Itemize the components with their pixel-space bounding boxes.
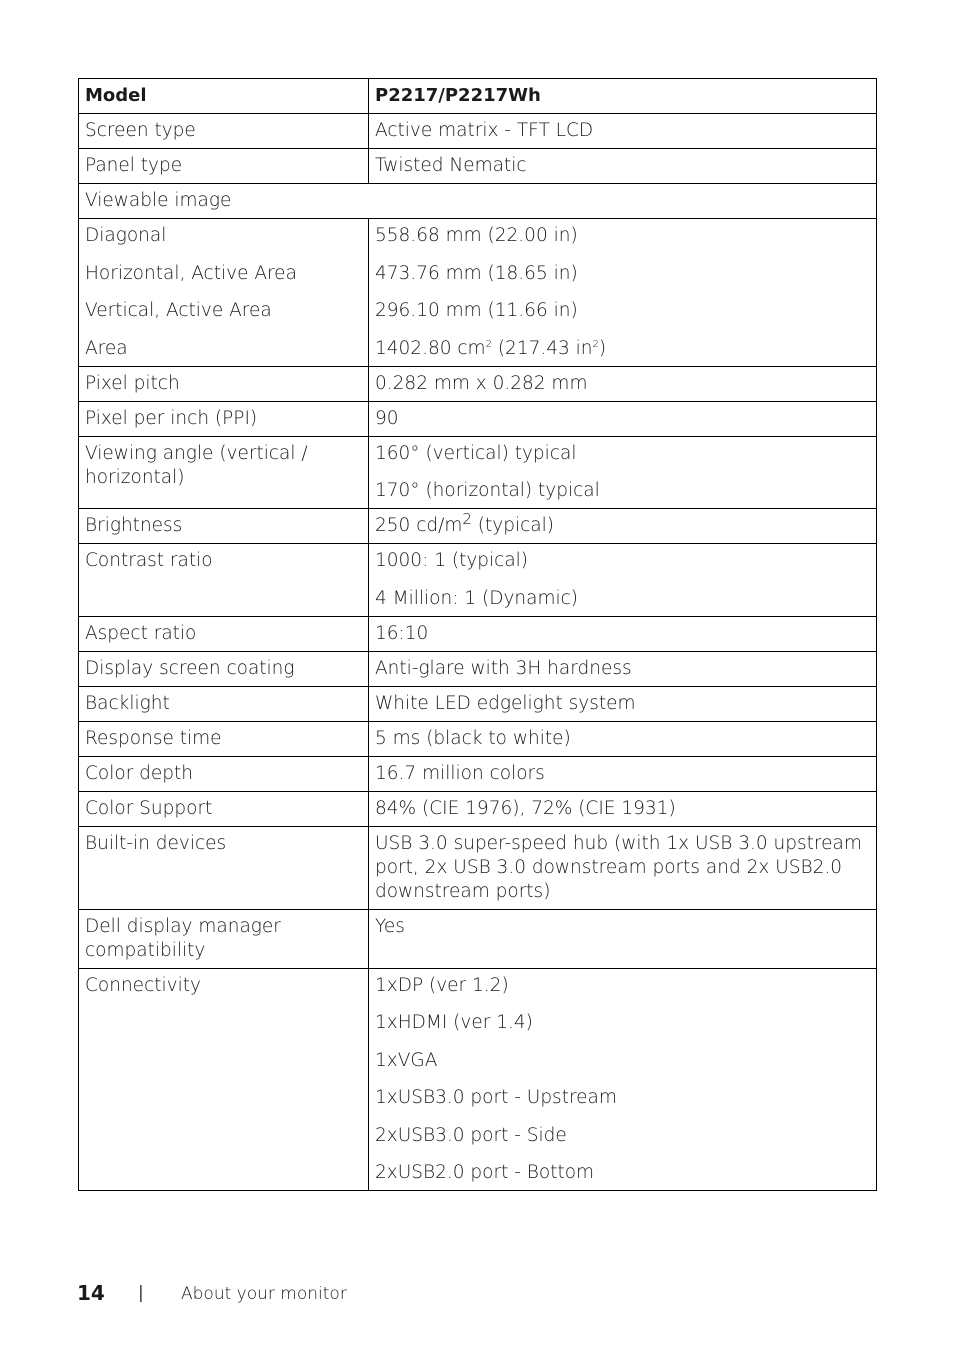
row-value: Twisted Nematic bbox=[369, 149, 877, 184]
area-value-part: (217.43 in bbox=[491, 337, 593, 359]
row-key: Panel type bbox=[79, 149, 369, 184]
table-row bbox=[79, 791, 877, 826]
row-value-group bbox=[369, 968, 877, 1191]
row-key: Contrast ratio bbox=[79, 544, 369, 617]
table-row bbox=[79, 756, 877, 791]
page-footer bbox=[0, 1281, 954, 1311]
row-value: 473.76 mm (18.65 in) bbox=[375, 262, 578, 284]
row-key: Horizontal, Active Area bbox=[85, 262, 297, 284]
row-value: 4 Million: 1 (Dynamic) bbox=[375, 587, 579, 609]
table-row bbox=[79, 968, 877, 1191]
row-value-group bbox=[369, 219, 877, 367]
row-value: 1xVGA bbox=[375, 1049, 438, 1071]
row-key: Aspect ratio bbox=[79, 616, 369, 651]
row-value: White LED edgelight system bbox=[369, 686, 877, 721]
table-row bbox=[79, 149, 877, 184]
row-key: Area bbox=[85, 337, 128, 359]
table-row bbox=[79, 366, 877, 401]
brightness-part: 250 cd/m bbox=[375, 515, 463, 536]
table-row bbox=[79, 909, 877, 968]
table-row bbox=[79, 826, 877, 909]
header-value: P2217/P2217Wh bbox=[369, 79, 877, 114]
row-key: Viewing angle (vertical / horizontal) bbox=[79, 436, 369, 509]
row-value-group bbox=[369, 436, 877, 509]
page-number: 14 bbox=[77, 1281, 105, 1305]
row-value: 1xUSB3.0 port - Upstream bbox=[375, 1087, 617, 1108]
table-row bbox=[79, 616, 877, 651]
row-value: 16:10 bbox=[369, 616, 877, 651]
brightness-part: (typical) bbox=[471, 515, 554, 536]
row-value: 1xHDMI (ver 1.4) bbox=[375, 1012, 533, 1033]
row-value: 0.282 mm x 0.282 mm bbox=[369, 366, 877, 401]
row-key: Diagonal bbox=[85, 225, 167, 246]
table-header-row bbox=[79, 79, 877, 114]
area-value-part: ) bbox=[598, 337, 607, 359]
row-value: 2xUSB2.0 port - Bottom bbox=[375, 1162, 595, 1183]
row-value: 84% (CIE 1976), 72% (CIE 1931) bbox=[369, 791, 877, 826]
row-value: Active matrix - TFT LCD bbox=[369, 114, 877, 149]
table-row bbox=[79, 401, 877, 436]
row-value: 558.68 mm (22.00 in) bbox=[375, 225, 578, 246]
row-key: Brightness bbox=[79, 509, 369, 544]
table-row bbox=[79, 651, 877, 686]
header-key: Model bbox=[79, 79, 369, 114]
table-row bbox=[79, 721, 877, 756]
superscript: 2 bbox=[462, 509, 472, 528]
row-key-group bbox=[79, 219, 369, 367]
row-value: 1000: 1 (typical) bbox=[375, 550, 529, 571]
table-row bbox=[79, 114, 877, 149]
superscript: 2 bbox=[592, 338, 599, 350]
row-key: Color Support bbox=[79, 791, 369, 826]
table-row bbox=[79, 544, 877, 617]
superscript: 2 bbox=[485, 338, 492, 350]
section-title: About your monitor bbox=[181, 1284, 347, 1304]
row-key: Pixel pitch bbox=[79, 366, 369, 401]
table-row bbox=[79, 219, 877, 367]
row-key: Screen type bbox=[79, 114, 369, 149]
row-key: Vertical, Active Area bbox=[85, 300, 272, 321]
row-value: Anti-glare with 3H hardness bbox=[369, 651, 877, 686]
row-key: Backlight bbox=[79, 686, 369, 721]
footer-separator: | bbox=[138, 1283, 144, 1303]
row-value-group bbox=[369, 544, 877, 617]
row-value: 160° (vertical) typical bbox=[375, 442, 577, 464]
area-value-part: 1402.80 cm bbox=[375, 337, 486, 359]
table-row bbox=[79, 509, 877, 544]
section-label-viewable-image: Viewable image bbox=[79, 184, 877, 219]
row-value: 296.10 mm (11.66 in) bbox=[375, 300, 578, 321]
specifications-table bbox=[78, 78, 877, 1191]
row-value: Yes bbox=[369, 909, 877, 968]
row-key: Pixel per inch (PPI) bbox=[79, 401, 369, 436]
table-row bbox=[79, 686, 877, 721]
table-row bbox=[79, 436, 877, 509]
row-key: Dell display manager compatibility bbox=[79, 909, 369, 968]
row-value: USB 3.0 super-speed hub (with 1x USB 3.0 upstream port, 2x USB 3.0 downstream ports and 2x USB2.0 downstream ports) bbox=[369, 826, 877, 909]
row-key: Response time bbox=[79, 721, 369, 756]
table-row bbox=[79, 184, 877, 219]
row-value: 2xUSB3.0 port - Side bbox=[375, 1124, 567, 1146]
row-value: 90 bbox=[369, 401, 877, 436]
row-key: Built-in devices bbox=[79, 826, 369, 909]
row-value: 170° (horizontal) typical bbox=[375, 480, 600, 501]
row-key: Display screen coating bbox=[79, 651, 369, 686]
row-key: Color depth bbox=[79, 756, 369, 791]
area-value bbox=[375, 337, 870, 361]
row-value bbox=[369, 509, 877, 544]
row-value: 1xDP (ver 1.2) bbox=[375, 974, 509, 996]
row-value: 5 ms (black to white) bbox=[369, 721, 877, 756]
row-value: 16.7 million colors bbox=[369, 756, 877, 791]
row-key: Connectivity bbox=[79, 968, 369, 1191]
